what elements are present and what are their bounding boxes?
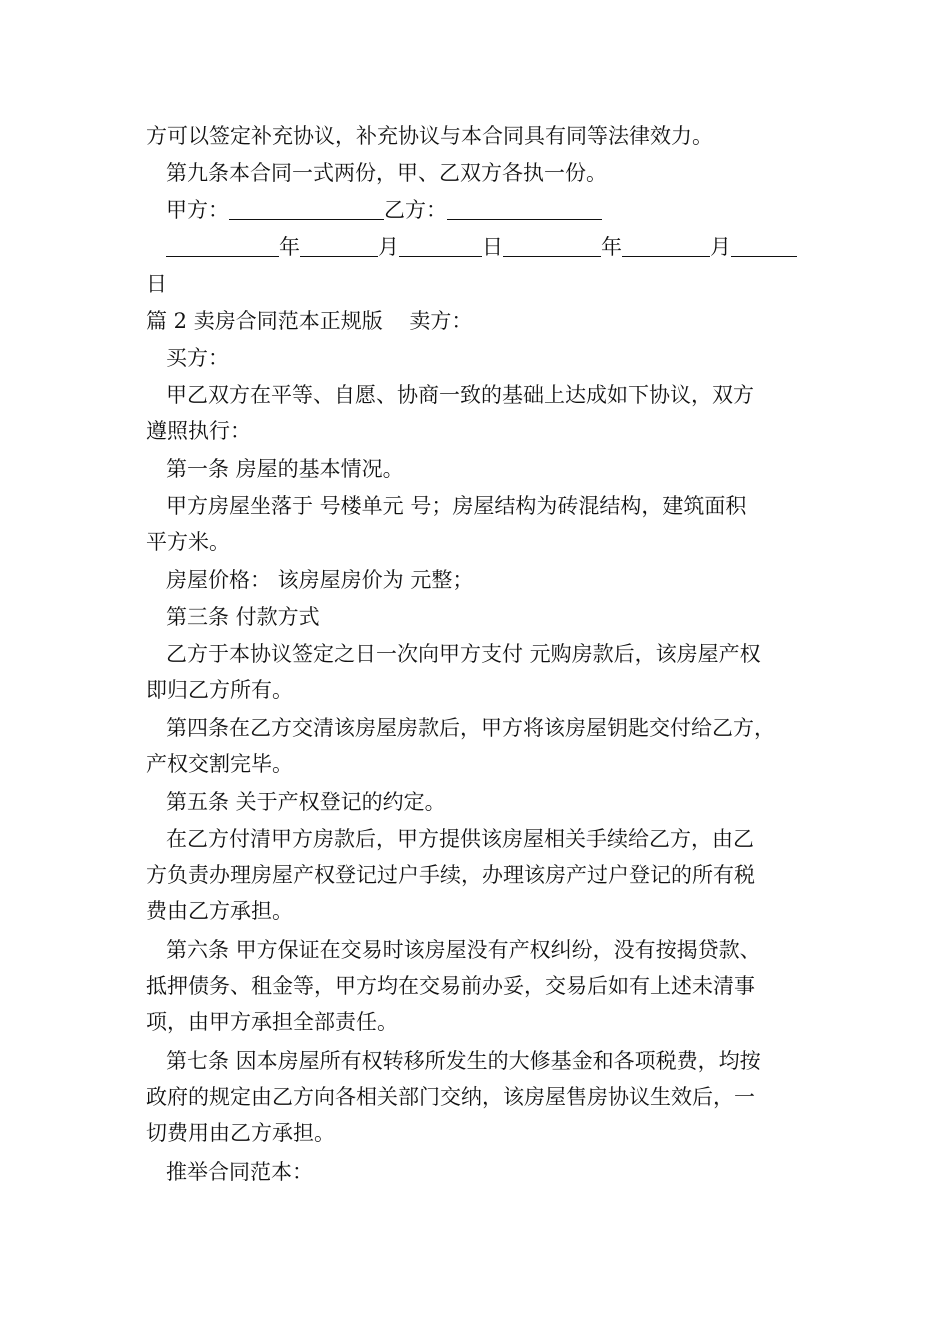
- text-line: 第三条 付款方式: [166, 605, 320, 629]
- party-a-label: 甲方：: [166, 198, 229, 222]
- paragraph-supplement: [146, 118, 826, 154]
- text-line: 第一条 房屋的基本情况。: [166, 457, 404, 481]
- paragraph-location: [146, 488, 826, 560]
- text-line: 第九条本合同一式两份，甲、乙双方各执一份。: [166, 161, 607, 185]
- paragraph-article-3: [146, 599, 826, 635]
- year-label: 年: [279, 235, 300, 259]
- paragraph-article-7: [146, 1043, 826, 1151]
- day-label: 日: [146, 272, 167, 296]
- text-line: 切费用由乙方承担。: [146, 1121, 335, 1145]
- party-a-blank: [229, 197, 384, 220]
- text-line: 甲乙双方在平等、自愿、协商一致的基础上达成如下协议，双方: [166, 383, 754, 407]
- year-b-blank: [503, 234, 601, 257]
- day-a-blank: [399, 234, 482, 257]
- year-label: 年: [601, 235, 622, 259]
- text-line: 费由乙方承担。: [146, 899, 293, 923]
- month-a-blank: [300, 234, 378, 257]
- text-line: 即归乙方所有。: [146, 678, 293, 702]
- paragraph-recommend: [146, 1154, 826, 1190]
- month-label: 月: [378, 235, 399, 259]
- date-day-wrap: [146, 266, 826, 302]
- text-line: 第七条 因本房屋所有权转移所发生的大修基金和各项税费，均按: [166, 1049, 761, 1073]
- text-line: 方可以签定补充协议，补充协议与本合同具有同等法律效力。: [146, 124, 713, 148]
- text-line: 第四条在乙方交清该房屋房款后，甲方将该房屋钥匙交付给乙方，: [166, 716, 775, 740]
- paragraph-price: [146, 562, 826, 598]
- day-label: 日: [482, 235, 503, 259]
- paragraph-payment: [146, 636, 826, 708]
- text-line: 第五条 关于产权登记的约定。: [166, 790, 446, 814]
- paragraph-article-9: [146, 155, 826, 191]
- text-line: 抵押债务、租金等，甲方均在交易前办妥，交易后如有上述未清事: [146, 974, 755, 998]
- paragraph-article-6: [146, 932, 826, 1040]
- section-heading: 篇 2 卖房合同范本正规版 卖方：: [146, 309, 473, 333]
- text-line: 乙方于本协议签定之日一次向甲方支付 元购房款后，该房屋产权: [166, 642, 761, 666]
- party-b-blank: [447, 197, 602, 220]
- text-line: 政府的规定由乙方向各相关部门交纳，该房屋售房协议生效后，一: [146, 1085, 755, 1109]
- paragraph-article-4: [146, 710, 826, 782]
- month-b-blank: [622, 234, 710, 257]
- text-line: 推举合同范本：: [166, 1160, 313, 1184]
- text-line: 遵照执行：: [146, 419, 251, 443]
- text-line: 甲方房屋坐落于 号楼单元 号；房屋结构为砖混结构，建筑面积: [166, 494, 747, 518]
- paragraph-article-1: [146, 451, 826, 487]
- text-line: 在乙方付清甲方房款后，甲方提供该房屋相关手续给乙方，由乙: [166, 827, 754, 851]
- text-line: 项，由甲方承担全部责任。: [146, 1010, 398, 1034]
- paragraph-buyer: [146, 340, 826, 376]
- paragraph-article-5: [146, 784, 826, 820]
- text-line: 第六条 甲方保证在交易时该房屋没有产权纠纷，没有按揭贷款、: [166, 938, 761, 962]
- day-b-blank: [731, 234, 797, 257]
- text-line: 产权交割完毕。: [146, 752, 293, 776]
- paragraph-registration: [146, 821, 826, 929]
- text-line: 方负责办理房屋产权登记过户手续，办理该房产过户登记的所有税: [146, 863, 755, 887]
- text-line: 房屋价格： 该房屋房价为 元整；: [166, 568, 474, 592]
- text-line: 买方：: [166, 346, 229, 370]
- party-b-label: 乙方：: [384, 198, 447, 222]
- signature-parties: [146, 192, 826, 228]
- signature-dates: [146, 229, 826, 265]
- year-a-blank: [166, 234, 279, 257]
- paragraph-agreement: [146, 377, 826, 449]
- text-line: 平方米。: [146, 530, 230, 554]
- month-label: 月: [710, 235, 731, 259]
